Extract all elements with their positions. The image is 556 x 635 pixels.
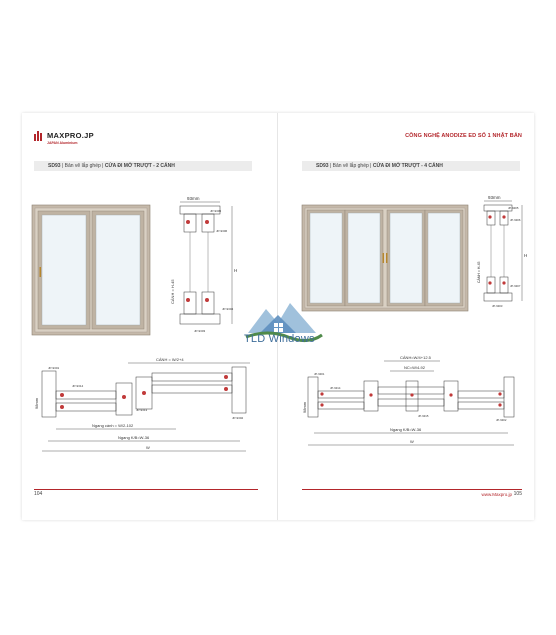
left-section-bar: SD93 | Bản vẽ lắp ghép | CỬA ĐI MỞ TRƯỢT - 2 CÁNH [34,161,252,171]
left-part-label-1: JP-9305 [210,209,222,213]
left-depth-label: 98mm [34,397,39,409]
left-footer-line [34,489,258,490]
right-part-label-1: JP-9305 [508,206,519,210]
right-sash-width-label: CÁNH=W/4+12.5 [400,355,431,360]
tagline-prefix: CÔNG NGHỆ ANODIZE ED [405,133,477,139]
left-product-code: SD93 [48,163,61,169]
left-part-label-7: JP-9313 [136,408,148,412]
right-product-code: SD93 [316,163,329,169]
website-link[interactable]: www.Maxpro.jp [481,492,512,497]
right-w-label: W [410,439,414,444]
left-sash-lower-label: Ngang cánh = W/2-102 [92,423,134,428]
right-title: CỬA ĐI MỞ TRƯỢT - 4 CÁNH [372,163,443,169]
brand-logo [34,131,94,145]
left-part-label-3: JP-9304 [222,307,234,311]
left-height-dim-label: CÁNH = H-45 [170,279,175,304]
left-part-label-4: JP-9303 [194,329,206,333]
left-frame-horizontal-label: Ngang K/B=W-36 [118,435,150,440]
right-vertical-section [478,191,532,319]
right-part-label-8: JP-9302 [496,418,507,422]
left-part-label-8: JP-9302 [232,416,244,420]
right-desc: Bản vẽ lắp ghép [332,163,369,169]
right-width-dim-label: 93mm [488,195,501,200]
left-width-dim-label: 93mm [187,196,200,201]
brand-mark-icon [34,131,44,141]
right-part-label-5: JP-9301 [314,372,325,376]
right-part-label-6: JP-9314 [330,386,341,390]
right-nc-label: NC=W/4-92 [404,365,426,370]
left-page-number: 104 [34,491,43,497]
right-horizontal-section [300,351,526,451]
left-part-label-5: JP-9301 [48,366,60,370]
left-w-label: W [146,445,150,450]
left-h-label: H [234,268,238,273]
brand-name: MAXPRO.JP [47,131,94,140]
right-part-label-3: JP-9307 [510,284,521,288]
left-horizontal-section [32,353,260,453]
right-depth-label: 98mm [302,401,307,413]
right-part-label-7: JP-9315 [418,414,429,418]
left-part-label-2: JP-9306 [216,229,228,233]
right-part-label-2: JP-9306 [510,218,521,222]
left-sash-width-label: CÁNH = W/2+4 [156,357,184,362]
tagline [405,133,522,139]
right-section-bar: SD93 | Bản vẽ lắp ghép | CỬA ĐI MỞ TRƯỢT - 4 CÁNH [302,161,520,171]
right-footer-line [302,489,522,490]
right-part-label-4: JP-9303 [492,304,503,308]
left-part-label-6: JP-9314 [72,384,84,388]
watermark-text: TLD Windows [244,333,315,345]
brand-sub: JAPAN Aluminium [47,141,78,145]
right-frame-horizontal-label: Ngang K/B=W-36 [390,427,422,432]
left-title: CỬA ĐI MỞ TRƯỢT - 2 CÁNH [104,163,175,169]
left-desc: Bản vẽ lắp ghép [64,163,101,169]
right-h-label: H [524,253,528,258]
two-panel-door-elevation [32,205,150,335]
right-height-dim-label: CÁNH = H-45 [477,261,481,283]
right-page-number: 105 [513,491,522,497]
tagline-emphasis: SỐ 1 NHẬT BẢN [477,133,522,139]
